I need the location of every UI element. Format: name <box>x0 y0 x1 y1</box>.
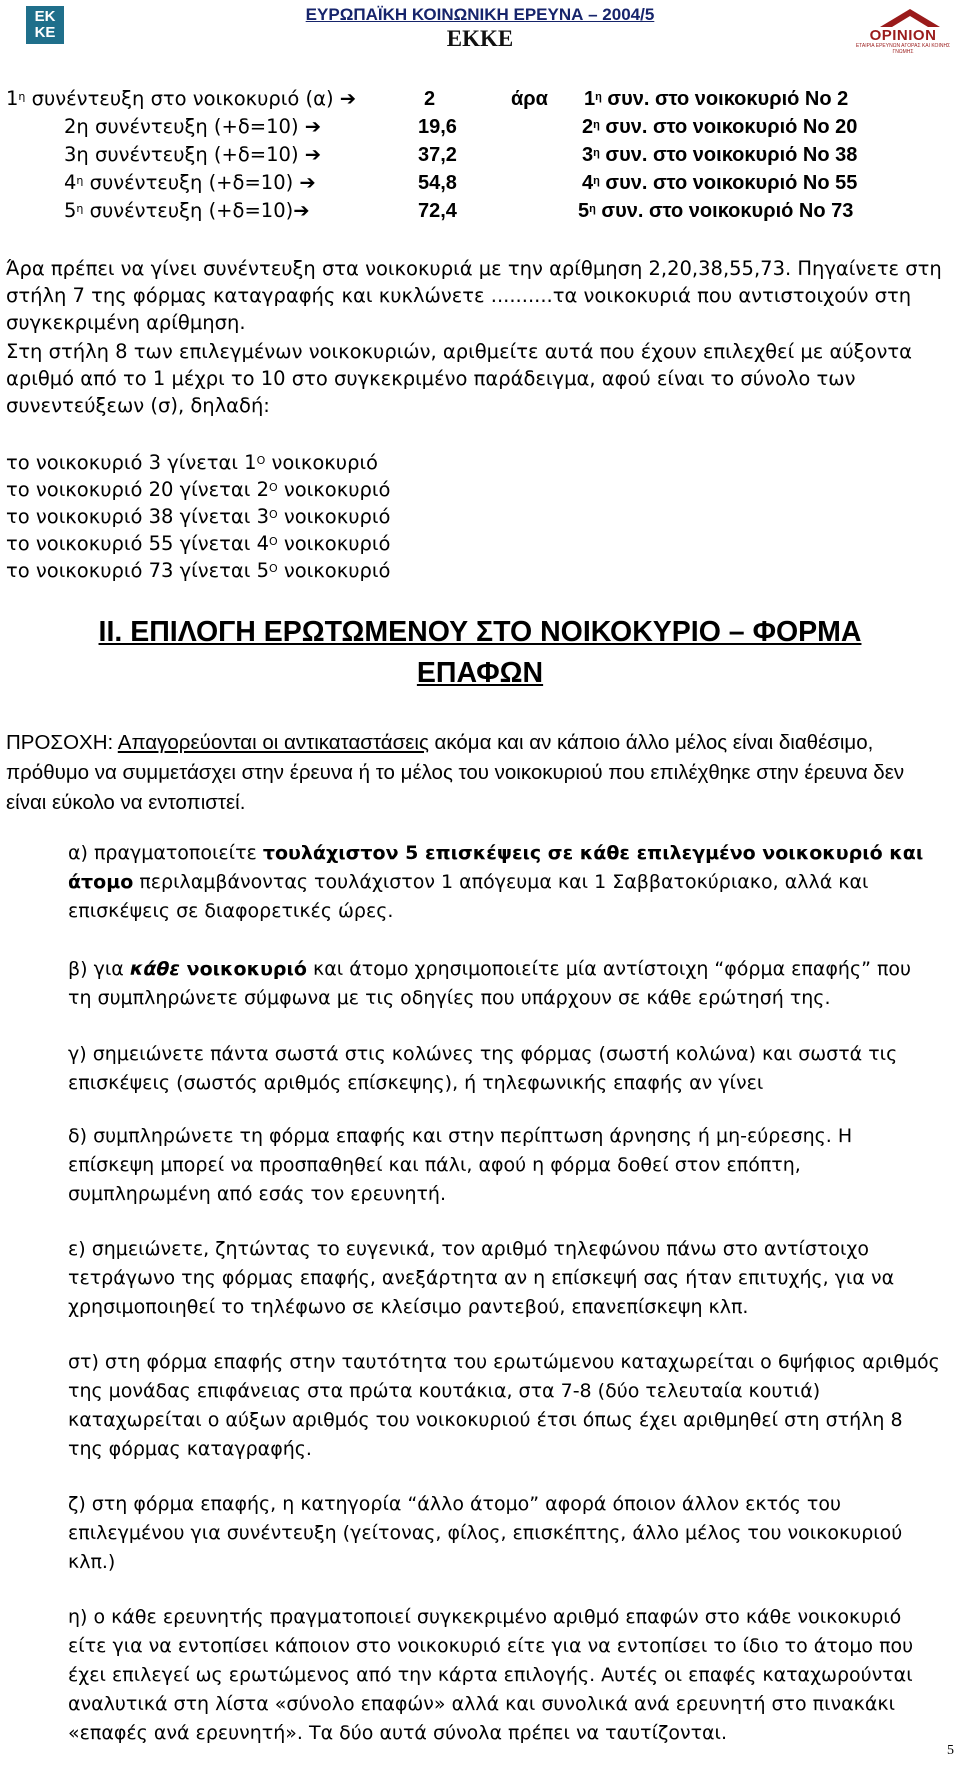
row-label: 3η συνέντευξη (+δ=10) ➔ <box>64 143 322 166</box>
warning-lead: ΠΡΟΣΟΧΗ: <box>6 731 118 754</box>
household-mapping-3: το νοικοκυριό 38 γίνεται $3^O$ νοικοκυριό <box>6 505 391 528</box>
row-extra: άρα <box>511 88 548 110</box>
row-value: 37,2 <box>418 144 457 166</box>
item-st: στ) στη φόρμα επαφής στην ταυτότητα του ερωτώμενου καταχωρείται ο 6ψήφιος αριθμός της μονάδας επιφάνειας στα πρώτα κουτάκια, στα 7-8 (δύο τελευταία κουτιά) καταχωρείται ο αύξων αριθμός του νοικοκυριού έτσι όπως έχει αριθμηθεί στη στήλη 8 της φόρμας καταγραφής. <box>68 1351 940 1460</box>
paragraph-numbering: Άρα πρέπει να γίνει συνέντευξη στα νοικοκυριά με την αρίθμηση 2,20,38,55,73. Πηγαίνετε στη στήλη 7 της φόρμας καταγραφής και κυκλώνετε ..........τα νοικοκυριά που αντιστοιχούν στη συγκεκριμένη αρίθμηση. <box>6 257 942 334</box>
page-number: 5 <box>947 1743 954 1758</box>
sampling-row-1 <box>6 85 946 113</box>
logo-roof-icon <box>852 5 954 29</box>
warning-rest: ακόμα και αν κάποιο άλλο μέλος είναι διαθέσιμο, πρόθυμο να συμμετάσχει στην έρευνα ή το μέλος του νοικοκυριού που επιλέχθηκε στην έρευνα δεν είναι εύκολο να εντοπιστεί. <box>6 731 905 814</box>
row-value: 72,4 <box>418 200 457 222</box>
row-label: $5^\eta$ συνέντευξη (+δ=10)➔ <box>64 199 310 222</box>
arrow-icon: ➔ <box>304 115 322 138</box>
logo-text-top: ΕΚ <box>34 8 56 25</box>
section-title-line-1: ΙΙ. ΕΠΙΛΟΓΗ ΕΡΩΤΩΜΕΝΟΥ ΣΤΟ ΝΟΙΚΟΚΥΡΙΟ – ΦΟΡΜΑ <box>98 616 862 648</box>
header-title: ΕΥΡΩΠΑΪΚΗ ΚΟΙΝΩΝΙΚΗ ΕΡΕΥΝΑ – 2004/5 <box>305 5 655 24</box>
row-label: $4^\eta$ συνέντευξη (+δ=10) ➔ <box>64 171 316 194</box>
section-title-line-2: ΕΠΑΦΩΝ <box>416 657 544 689</box>
row-result: $4^\eta$ συν. στο νοικοκυριό Νο 55 <box>582 172 858 194</box>
header-subtitle: ΕΚΚΕ <box>446 26 514 51</box>
row-value: 2 <box>424 88 436 110</box>
row-result: $5^\eta$ συν. στο νοικοκυριό Νο 73 <box>578 200 854 222</box>
row-result: $1^\eta$ συν. στο νοικοκυριό Νο 2 <box>584 88 849 110</box>
item-h: η) ο κάθε ερευνητής πραγματοποιεί συγκεκριμένο αριθμό επαφών στο κάθε νοικοκυριό είτε για να εντοπίσει κάποιον στο νοικοκυριό είτε για να εντοπίσει το ίδιο το άτομο που έχει επιλεγεί ως ερωτώμενος από την κάρτα επιλογής. Αυτές οι επαφές καταχωρούνται αναλυτικά στη λίστα «σύνολο επαφών» αλλά και συνολικά ανά ερευνητή στο πινακάκι «επαφές ανά ερευνητή». Τα δύο αυτά σύνολα πρέπει να ταυτίζονται. <box>68 1606 914 1744</box>
warning-paragraph <box>6 728 946 818</box>
arrow-icon: ➔ <box>293 199 310 222</box>
arrow-icon: ➔ <box>304 143 322 166</box>
logo-wordmark: OPINION <box>869 27 937 44</box>
sampling-row-5 <box>64 197 944 225</box>
opinion-logo <box>852 5 954 55</box>
row-label: 2η συνέντευξη (+δ=10) ➔ <box>64 115 322 138</box>
household-mapping-1: το νοικοκυριό 3 γίνεται $1^O$ νοικοκυριό <box>6 451 378 474</box>
paragraph-column-8: Στη στήλη 8 των επιλεγμένων νοικοκυριών, αριθμείτε αυτά που έχουν επιλεχθεί με αύξοντα αριθμό από το 1 μέχρι το 10 στο συγκεκριμένο παράδειγμα, αφού είναι το σύνολο των συνεντεύξεων (σ), δηλαδή: <box>6 340 912 417</box>
arrow-icon: ➔ <box>339 87 357 110</box>
household-mapping-4: το νοικοκυριό 55 γίνεται $4^O$ νοικοκυριό <box>6 532 391 555</box>
item-b: β) για κάθε νοικοκυριό και άτομο χρησιμοποιείτε μία αντίστοιχη “φόρμα επαφής” που τη συμπληρώνετε σύμφωνα με τις οδηγίες που υπάρχουν σε κάθε ερώτησή της. <box>68 958 912 1009</box>
row-label: $1^\eta$ συνέντευξη στο νοικοκυριό (α) ➔ <box>6 87 357 110</box>
household-mapping-2: το νοικοκυριό 20 γίνεται $2^O$ νοικοκυριό <box>6 478 391 501</box>
item-z: ζ) στη φόρμα επαφής, η κατηγορία “άλλο άτομο” αφορά όποιον άλλον εκτός του επιλεγμένου για συνέντευξη (γείτονας, φίλος, επισκέπτης, άλλο μέλος του νοικοκυριού κλπ.) <box>68 1493 903 1573</box>
row-value: 19,6 <box>418 116 457 138</box>
logo-tagline: ΕΤΑΙΡΙΑ ΕΡΕΥΝΩΝ ΑΓΟΡΑΣ ΚΑΙ ΚΟΙΝΗΣ ΓΝΩΜΗΣ <box>855 43 951 55</box>
item-c: γ) σημειώνετε πάντα σωστά στις κολώνες της φόρμας (σωστή κολώνα) και σωστά τις επισκέψεις (σωστός αριθμός επίσκεψης), ή τηλεφωνικής επαφής αν γίνει <box>68 1043 898 1094</box>
item-a: α) πραγματοποιείτε τουλάχιστον 5 επισκέψεις σε κάθε επιλεγμένο νοικοκυριό και άτομο περιλαμβάνοντας τουλάχιστον 1 απόγευμα και 1 Σαββατοκύριακο, αλλά και επισκέψεις σε διαφορετικές ώρες. <box>68 842 924 922</box>
row-value: 54,8 <box>418 172 457 194</box>
sampling-row-4 <box>64 169 944 197</box>
sampling-row-3 <box>64 141 944 169</box>
section-title <box>30 612 930 694</box>
sampling-row-2 <box>64 113 944 141</box>
household-mapping-5: το νοικοκυριό 73 γίνεται $5^O$ νοικοκυριό <box>6 559 391 582</box>
arrow-icon: ➔ <box>299 171 316 194</box>
item-e: ε) σημειώνετε, ζητώντας το ευγενικά, τον αριθμό τηλεφώνου πάνω στο αντίστοιχο τετράγωνο της φόρμας επαφής, ανεξάρτητα αν η επίσκεψή σας ήταν επιτυχής, για να χρησιμοποιηθεί το τηλέφωνο σε κλείσιμο ραντεβού, επανεπίσκεψη κλπ. <box>68 1238 895 1318</box>
logo-text-bottom: ΚΕ <box>34 24 56 41</box>
warning-underlined: Απαγορεύονται οι αντικαταστάσεις <box>117 731 429 754</box>
item-d: δ) συμπληρώνετε τη φόρμα επαφής και στην περίπτωση άρνησης ή μη-εύρεσης. Η επίσκεψη μπορεί να προσπαθηθεί και πάλι, αφού η φόρμα δοθεί στον επόπτη, συμπληρωμένη από εσάς τον ερευνητή. <box>68 1125 853 1205</box>
row-result: $2^\eta$ συν. στο νοικοκυριό Νο 20 <box>582 116 858 138</box>
row-result: $3^\eta$ συν. στο νοικοκυριό Νο 38 <box>582 144 858 166</box>
